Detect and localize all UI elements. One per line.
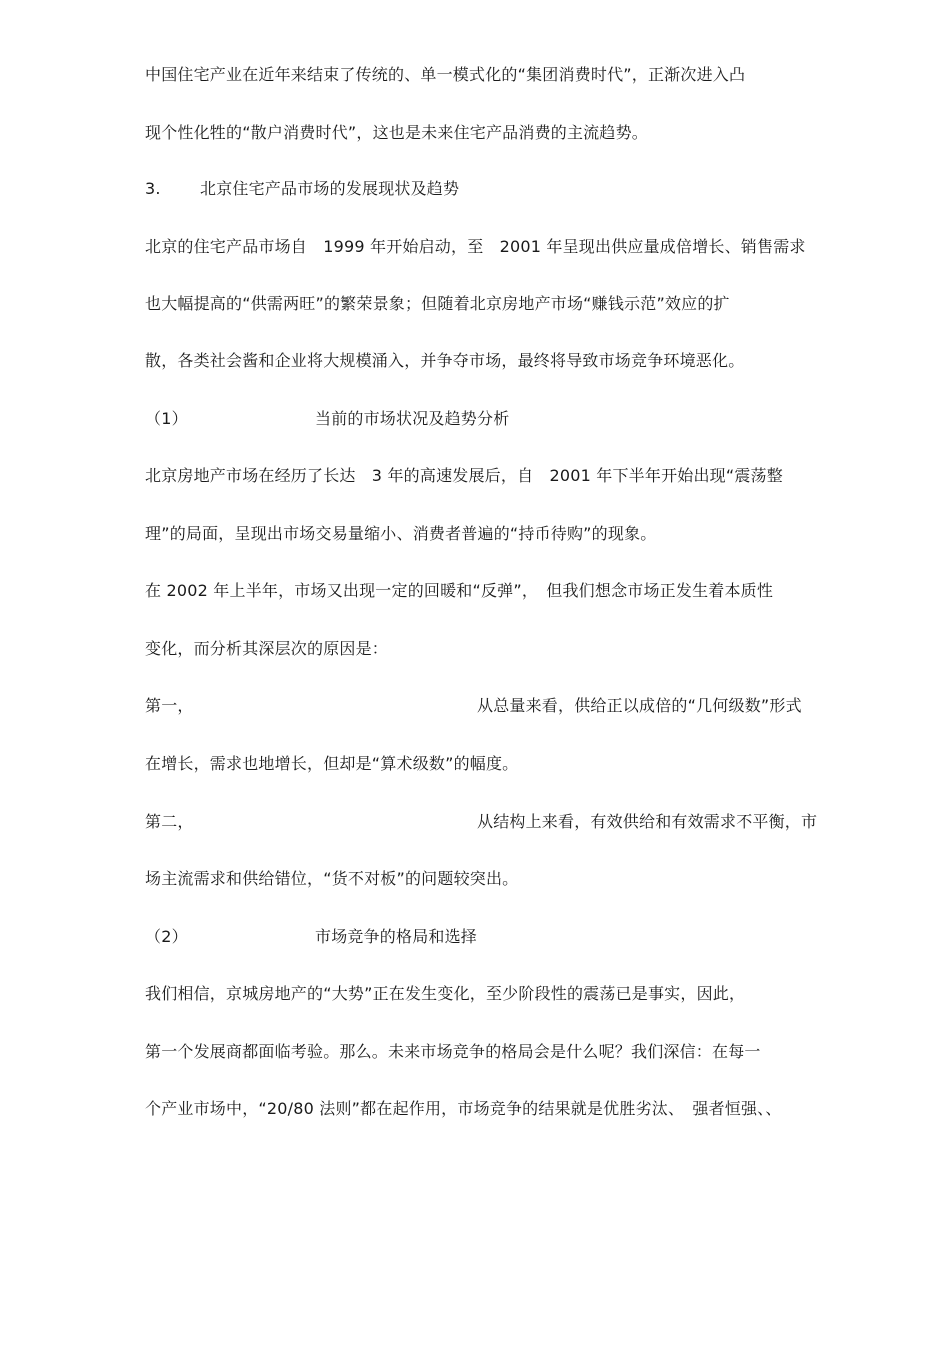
subsection-title: 市场竞争的格局和选择 <box>315 927 478 946</box>
point-text: 从结构上来看，有效供给和有效需求不平衡，市 <box>477 812 818 831</box>
point-label: 第一， <box>145 696 194 715</box>
point-first <box>145 695 802 717</box>
paragraph-line: 北京房地产市场在经历了长达 3 年的高速发展后，自 2001 年下半年开始出现“震荡整 <box>145 466 783 485</box>
section-heading-3 <box>145 178 459 200</box>
paragraph-line: 现个性化牲的“散户消费时代”，这也是未来住宅产品消费的主流趋势。 <box>145 123 648 142</box>
point-label: 第二， <box>145 812 194 831</box>
paragraph-line: 变化，而分析其深层次的原因是： <box>145 639 389 658</box>
paragraph-line: 在 2002 年上半年，市场又出现一定的回暖和“反弹”， 但我们想念市场正发生着本质性 <box>145 581 774 600</box>
paragraph-line: 个产业市场中，“20/80 法则”都在起作用，市场竞争的结果就是优胜劣汰、 强者恒强、、 <box>145 1099 782 1118</box>
paragraph-line: 在增长，需求也地增长，但却是“算术级数”的幅度。 <box>145 754 519 773</box>
point-text: 从总量来看，供给正以成倍的“几何级数”形式 <box>477 696 802 715</box>
point-second <box>145 811 817 833</box>
paragraph-line: 理”的局面，呈现出市场交易量缩小、消费者普遍的“持币待购”的现象。 <box>145 524 657 543</box>
paragraph-line: 北京的住宅产品市场自 1999 年开始启动，至 2001 年呈现出供应量成倍增长、销售需求 <box>145 237 806 256</box>
section-number: 3. <box>145 179 161 198</box>
section-title: 北京住宅产品市场的发展现状及趋势 <box>200 179 460 198</box>
paragraph-line: 场主流需求和供给错位，“货不对板”的问题较突出。 <box>145 869 519 888</box>
paragraph-line: 第一个发展商都面临考验。那么。未来市场竞争的格局会是什么呢？我们深信：在每一 <box>145 1042 761 1061</box>
subsection-heading-1 <box>145 408 509 430</box>
subsection-heading-2 <box>145 926 477 948</box>
paragraph-line: 中国住宅产业在近年来结束了传统的、单一模式化的“集团消费时代”，正渐次进入凸 <box>145 65 746 84</box>
paragraph-line: 散，各类社会酱和企业将大规模涌入，并争夺市场，最终将导致市场竞争环境恶化。 <box>145 351 745 370</box>
subsection-number: （2） <box>145 927 188 946</box>
subsection-number: （1） <box>145 409 188 428</box>
paragraph-line: 我们相信，京城房地产的“大势”正在发生变化，至少阶段性的震荡已是事实，因此， <box>145 984 746 1003</box>
subsection-title: 当前的市场状况及趋势分析 <box>315 409 510 428</box>
paragraph-line: 也大幅提高的“供需两旺”的繁荣景象；但随着北京房地产市场“赚钱示范”效应的扩 <box>145 294 730 313</box>
